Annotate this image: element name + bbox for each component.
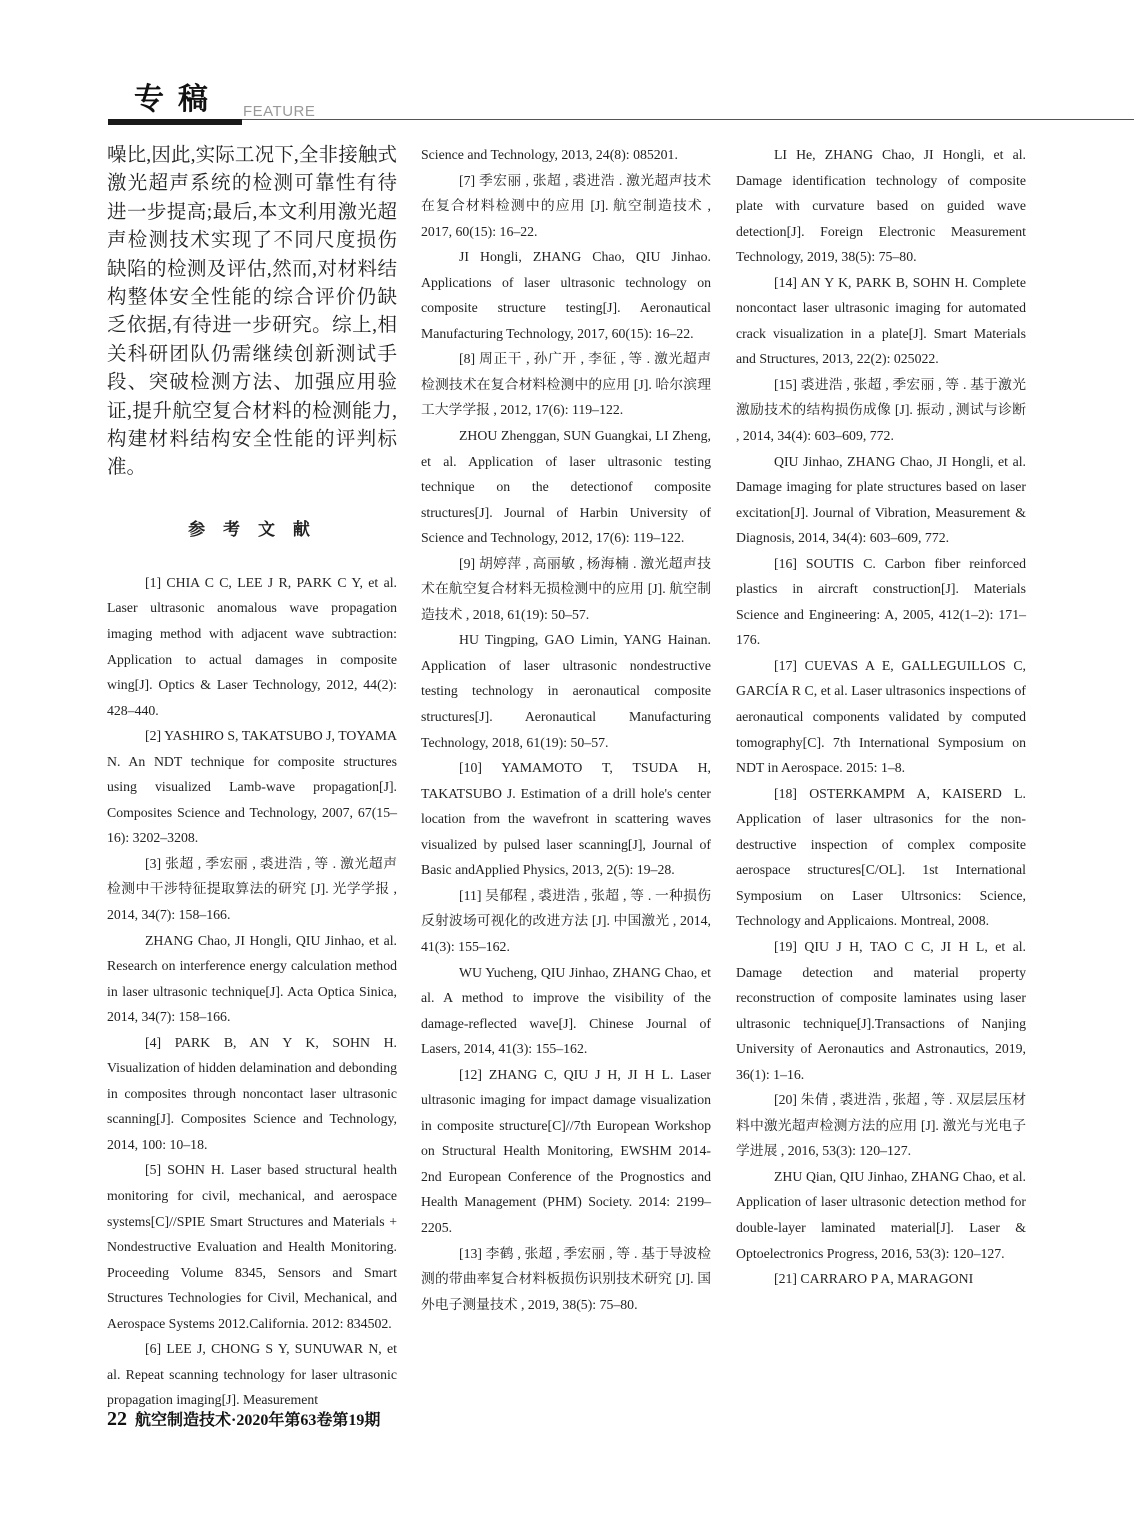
header-bar (108, 119, 242, 125)
reference-item: [12] ZHANG C, QIU J H, JI H L. Laser ultrasonic imaging for impact damage visualization in composite structure[C]//7th European Workshop on Structural Health Monitoring, EWSHM 2014-2nd European Conference of the Prognostics and Health Management (PHM) Society. 2014: 2199–2205. (421, 1066, 711, 1235)
section-subtitle: FEATURE (243, 103, 316, 120)
reference-item: [18] OSTERKAMPM A, KAISERD L. Application of laser ultrasonics for the non-destructive inspection of complex composite aerospace structures[C/OL]. 1st International Symposium on Laser Ultrsonics: Science, Technology and Applicaions. Montreal, 2008. (736, 785, 1026, 929)
section-header (108, 82, 242, 124)
reference-item: [13] 李鹤 , 张超 , 季宏丽 , 等 . 基于导波检测的带曲率复合材料板损伤识别技术研究 [J]. 国外电子测量技术 , 2019, 38(5): 75–80. (421, 1245, 711, 1312)
body-paragraph: 噪比,因此,实际工况下,全非接触式激光超声系统的检测可靠性有待进一步提高;最后,本文利用激光超声检测技术实现了不同尺度损伤缺陷的检测及评估,然而,对材料结构整体安全性能的综合评价仍缺乏依据,有待进一步研究。综上,相关科研团队仍需继续创新测试手段、突破检测方法、加强应用验证,提升航空复合材料的检测能力,构建材料结构安全性能的评判标准。 (107, 145, 397, 479)
reference-item: JI Hongli, ZHANG Chao, QIU Jinhao. Applications of laser ultrasonic technology on composite structure testing[J]. Aeronautical Manufacturing Technology, 2017, 60(15): 16–22. (421, 249, 711, 341)
reference-item: HU Tingping, GAO Limin, YANG Hainan. Application of laser ultrasonic nondestructive testing technology in aeronautical composite structures[J]. Aeronautical Manufacturing Technology, 2018, 61(19): 50–57. (421, 632, 711, 750)
reference-item: [20] 朱倩 , 裘进浩 , 张超 , 等 . 双层层压材料中激光超声检测方法的应用 [J]. 激光与光电子学进展 , 2016, 53(3): 120–127. (736, 1092, 1026, 1159)
reference-item: LI He, ZHANG Chao, JI Hongli, et al. Damage identification technology of composite plate with curvature based on guided wave detection[J]. Foreign Electronic Measurement Technology, 2019, 38(5): 75–80. (736, 147, 1026, 265)
reference-item: [5] SOHN H. Laser based structural health monitoring for civil, mechanical, and aerospace systems[C]//SPIE Smart Structures and Materials + Nondestructive Evaluation and Health Monitoring. Proceeding Volume 8345, Sensors and Smart Structures Technologies for Civil, Mechanical, and Aerospace Systems 2012.California. 2012: 834502. (107, 1162, 397, 1331)
reference-item: QIU Jinhao, ZHANG Chao, JI Hongli, et al. Damage imaging for plate structures based on laser excitation[J]. Journal of Vibration, Measurement & Diagnosis, 2014, 34(4): 603–609, 772. (736, 453, 1026, 546)
reference-item: [1] CHIA C C, LEE J R, PARK C Y, et al. Laser ultrasonic anomalous wave propagation imaging method with adjacent wave subtraction: Application to actual damages in composite wing[J]. Optics & Laser Technology, 2012, 44(2): 428–440. (107, 574, 397, 718)
reference-item: [6] LEE J, CHONG S Y, SUNUWAR N, et al. Repeat scanning technology for laser ultrasonic propagation imaging[J]. Measurement (107, 1341, 397, 1408)
reference-item: [14] AN Y K, PARK B, SOHN H. Complete noncontact laser ultrasonic imaging for automated crack visualization in a plate[J]. Smart Materials and Structures, 2013, 22(2): 025022. (736, 274, 1026, 367)
reference-item: [7] 季宏丽 , 张超 , 裘进浩 . 激光超声技术在复合材料检测中的应用 [J]. 航空制造技术 , 2017, 60(15): 16–22. (421, 172, 711, 239)
reference-item: [2] YASHIRO S, TAKATSUBO J, TOYAMA N. An NDT technique for composite structures using visualized Lamb-wave propagation[J]. Composites Science and Technology, 2007, 67(15–16): 3202–3208. (107, 728, 397, 846)
section-title: 专稿 (134, 83, 222, 116)
reference-item: [10] YAMAMOTO T, TSUDA H, TAKATSUBO J. Estimation of a drill hole's center location from the wavefront in scattering waves visualized by pulsed laser scanning[J], Journal of Basic andApplied Physics, 2013, 2(5): 19–28. (421, 760, 711, 878)
reference-item: WU Yucheng, QIU Jinhao, ZHANG Chao, et al. A method to improve the visibility of the damage-reflected wave[J]. Chinese Journal of Lasers, 2014, 41(3): 155–162. (421, 964, 711, 1057)
column-2 (421, 142, 711, 1317)
reference-item: Science and Technology, 2013, 24(8): 085201. (421, 147, 678, 162)
page-number: 22 (107, 1408, 127, 1430)
reference-item: [17] CUEVAS A E, GALLEGUILLOS C, GARCÍA R C, et al. Laser ultrasonics inspections of aeronautical components validated by computed tomography[C]. 7th International Symposium on NDT in Aerospace. 2015: 1–8. (736, 657, 1026, 776)
column-1 (107, 142, 397, 1413)
reference-item: [9] 胡婷萍 , 高丽敏 , 杨海楠 . 激光超声技术在航空复合材料无损检测中的应用 [J]. 航空制造技术 , 2018, 61(19): 50–57. (421, 555, 711, 622)
reference-item: [8] 周正干 , 孙广开 , 李征 , 等 . 激光超声检测技术在复合材料检测中的应用 [J]. 哈尔滨理工大学学报 , 2012, 17(6): 119–122. (421, 351, 711, 418)
references-heading: 参 考 文 献 (188, 519, 316, 540)
reference-item: [3] 张超 , 季宏丽 , 裘进浩 , 等 . 激光超声检测中干涉特征提取算法的研究 [J]. 光学学报 , 2014, 34(7): 158–166. (107, 855, 397, 922)
journal-name: 航空制造技术·2020年第63卷第19期 (135, 1412, 381, 1429)
reference-item: ZHANG Chao, JI Hongli, QIU Jinhao, et al. Research on interference energy calculation method in laser ultrasonic technique[J]. Acta Optica Sinica, 2014, 34(7): 158–166. (107, 932, 397, 1025)
column-3 (736, 142, 1026, 1292)
reference-item: ZHOU Zhenggan, SUN Guangkai, LI Zheng, et al. Application of laser ultrasonic testing technique on the detectionof composite structures[J]. Journal of Harbin University of Science and Technology, 2012, 17(6): 119–122. (421, 428, 711, 546)
reference-list-col1 (107, 570, 397, 1413)
page-footer (107, 1407, 380, 1431)
reference-item: ZHU Qian, QIU Jinhao, ZHANG Chao, et al. Application of laser ultrasonic detection method for double-layer laminated material[J]. Laser & Optoelectronics Progress, 2016, 53(3): 120–127. (736, 1168, 1026, 1261)
reference-item: [21] CARRARO P A, MARAGONI (774, 1271, 974, 1287)
reference-item: [11] 吴郁程 , 裘进浩 , 张超 , 等 . 一种损伤反射波场可视化的改进方法 [J]. 中国激光 , 2014, 41(3): 155–162. (421, 887, 711, 954)
reference-item: [16] SOUTIS C. Carbon fiber reinforced plastics in aircraft construction[J]. Materials Science and Engineering: A, 2005, 412(1–2): 171–176. (736, 555, 1026, 648)
reference-item: [19] QIU J H, TAO C C, JI H L, et al. Damage detection and material property reconstruction of composite laminates using laser ultrasonic technique[J].Transactions of Nanjing University of Aeronautics and Astronautics, 2019, 36(1): 1–16. (736, 938, 1026, 1082)
header-divider (242, 119, 1134, 120)
reference-item: [4] PARK B, AN Y K, SOHN H. Visualization of hidden delamination and debonding in composites through noncontact laser ultrasonic scanning[J]. Composites Science and Technology, 2014, 100: 10–18. (107, 1034, 397, 1152)
reference-item: [15] 裘进浩 , 张超 , 季宏丽 , 等 . 基于激光激励技术的结构损伤成像 [J]. 振动 , 测试与诊断 , 2014, 34(4): 603–609, 772. (736, 376, 1026, 444)
